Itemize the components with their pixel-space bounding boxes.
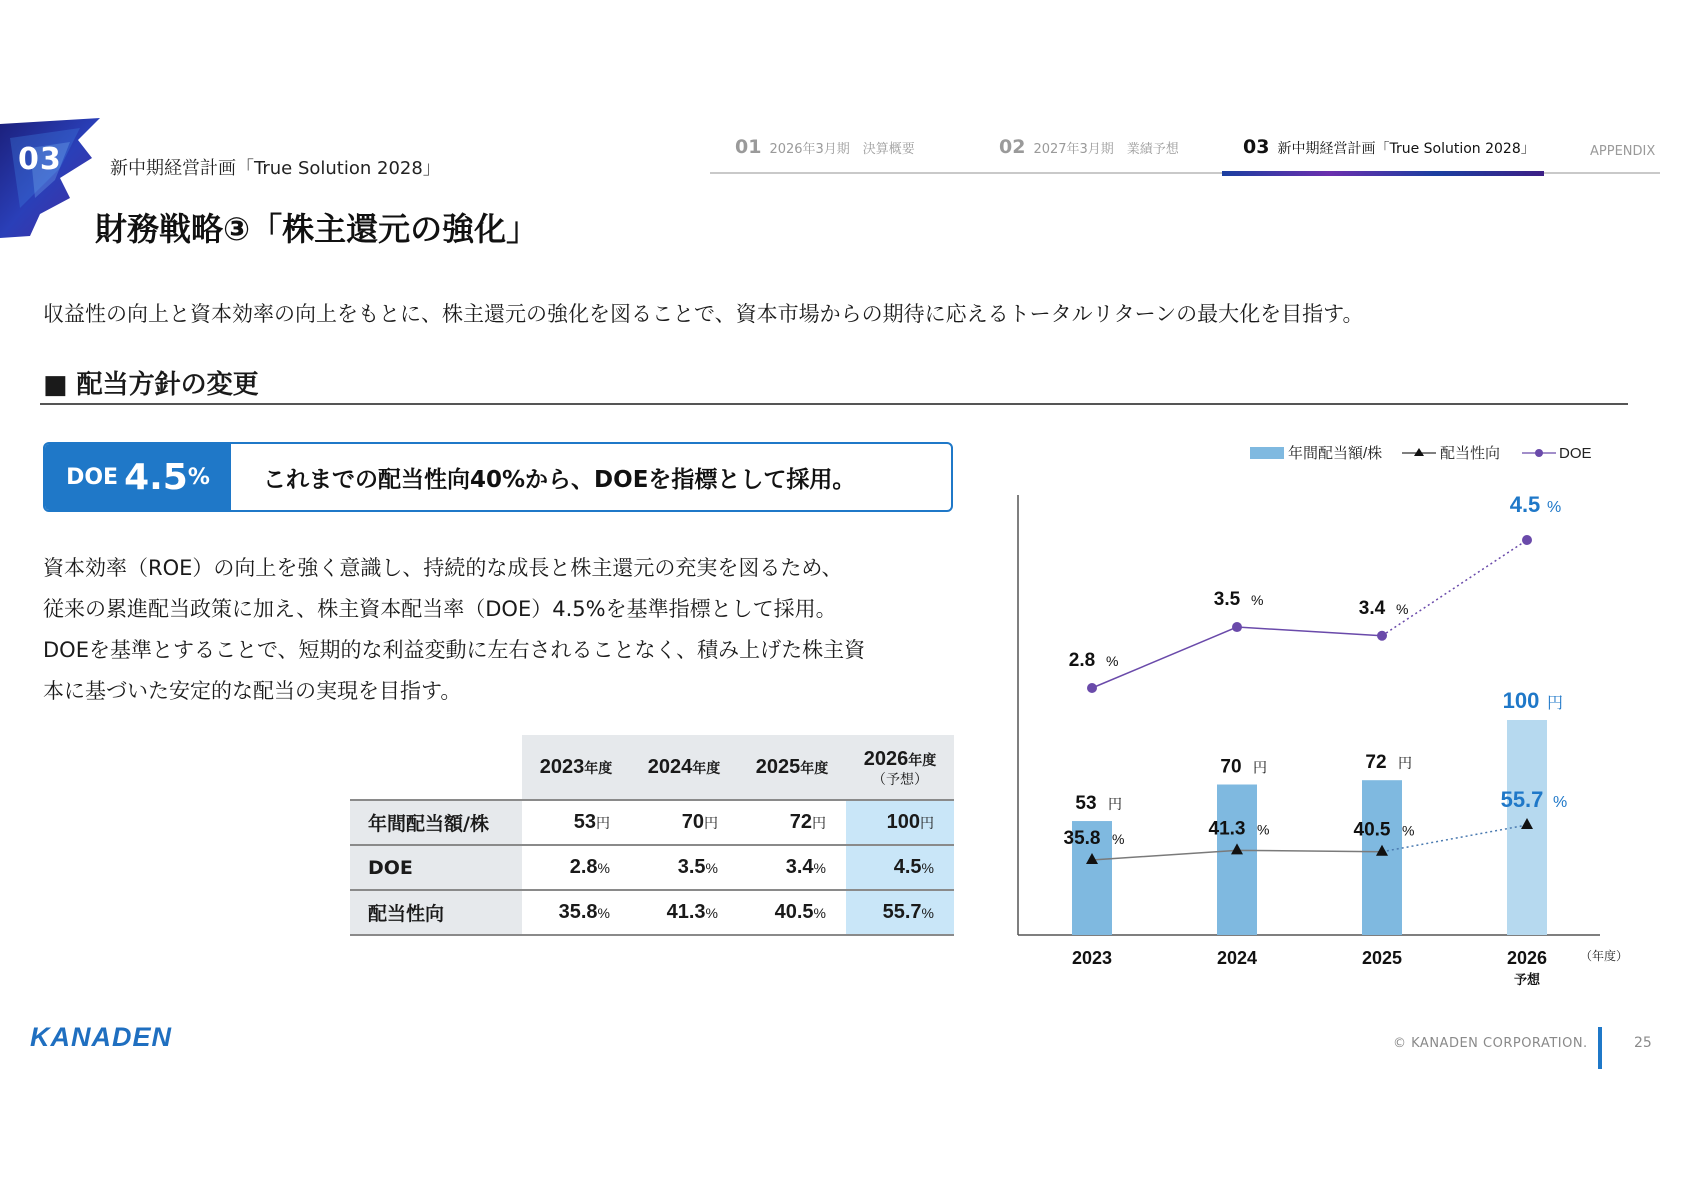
doe-badge (45, 444, 231, 510)
table-cell: 41.3% (630, 890, 738, 935)
bar-unit-label: 円 (1108, 796, 1122, 813)
x-tick-label: 2025 (1361, 948, 1403, 968)
bar-value-label: 100 (1502, 688, 1540, 713)
x-tick-note: 予想 (1513, 972, 1541, 987)
table-row-label: DOE (350, 845, 522, 890)
doe-badge-value: 4.5 (124, 456, 188, 498)
footer-divider (1598, 1027, 1602, 1069)
table-cell: 100円 (846, 800, 954, 845)
bar-value-label: 72 (1365, 752, 1387, 774)
section-heading: ■ 配当方針の変更 (43, 370, 259, 400)
doe-value-label: 4.5 (1509, 492, 1541, 517)
section-subtitle: 新中期経営計画「True Solution 2028」 (110, 158, 441, 179)
body-line: DOEを基準とすることで、短期的な利益変動に左右されることなく、積み上げた株主資 (43, 638, 866, 662)
dividend-table (350, 735, 954, 936)
copyright-text: © KANADEN CORPORATION. (1393, 1036, 1588, 1051)
table-cell: 3.5% (630, 845, 738, 890)
doe-unit-label: % (1106, 653, 1119, 669)
table-cell: 4.5% (846, 845, 954, 890)
doe-unit-label: % (1396, 600, 1409, 617)
table-cell: 53円 (522, 800, 630, 845)
legend-triangle-marker (1414, 448, 1424, 456)
table-corner (350, 735, 522, 800)
x-axis-unit-label: （年度） (1580, 949, 1629, 963)
nav-item-appendix[interactable] (1590, 140, 1655, 159)
doe-message: これまでの配当性向40%から、DOEを指標として採用。 (263, 466, 856, 493)
nav-item-01[interactable] (735, 136, 915, 158)
top-navigation (710, 132, 1660, 176)
nav-item-label: 新中期経営計画「True Solution 2028」 (1277, 141, 1535, 157)
payout-unit-label: % (1112, 831, 1125, 847)
nav-item-03[interactable] (1243, 136, 1535, 158)
doe-badge-unit: % (187, 464, 210, 490)
payout-unit-label: % (1402, 822, 1415, 839)
x-tick-label: 2024 (1216, 948, 1258, 968)
payout-unit-label: % (1553, 794, 1568, 811)
doe-line (1092, 627, 1382, 688)
nav-item-number: 02 (999, 136, 1026, 158)
doe-marker (1377, 631, 1387, 641)
doe-marker (1232, 622, 1242, 632)
payout-unit-label: % (1257, 821, 1270, 838)
table-cell: 70円 (630, 800, 738, 845)
table-cell: 40.5% (738, 890, 846, 935)
body-line: 従来の累進配当政策に加え、株主資本配当率（DOE）4.5%を基準指標として採用。 (43, 597, 837, 621)
chart-bar (1362, 780, 1402, 935)
nav-item-number: 03 (1243, 136, 1270, 158)
doe-value-label: 3.4 (1358, 597, 1386, 619)
table-cell: 3.4% (738, 845, 846, 890)
body-paragraph (43, 548, 865, 712)
table-col-header: 2026年度 （予想） (846, 735, 954, 800)
legend-label: 年間配当額/株 (1288, 445, 1383, 462)
bar-unit-label: 円 (1253, 759, 1267, 776)
doe-unit-label: % (1251, 592, 1264, 609)
nav-active-indicator (1222, 171, 1544, 176)
doe-marker (1087, 683, 1097, 693)
payout-value-label: 55.7 (1500, 787, 1544, 812)
table-cell: 55.7% (846, 890, 954, 935)
body-line: 資本効率（ROE）の向上を強く意識し、持続的な成長と株主還元の充実を図るため、 (43, 556, 843, 580)
table-row-label: 配当性向 (350, 890, 522, 935)
doe-unit-label: % (1547, 499, 1562, 516)
payout-value-label: 35.8 (1063, 828, 1101, 849)
table-cell: 35.8% (522, 890, 630, 935)
table-col-header: 2023年度 (522, 735, 630, 800)
legend-circle-marker (1535, 449, 1543, 457)
x-tick-label: 2023 (1071, 948, 1113, 968)
nav-item-label: APPENDIX (1590, 144, 1656, 159)
payout-value-label: 40.5 (1353, 819, 1391, 841)
lead-text: 収益性の向上と資本効率の向上をもとに、株主還元の強化を図ることで、資本市場からの期待に応えるトータルリターンの最大化を目指す。 (43, 302, 1364, 326)
nav-item-label: 2027年3月期 業績予想 (1033, 142, 1179, 157)
table-row-label: 年間配当額/株 (350, 800, 522, 845)
table-col-header: 2025年度 (738, 735, 846, 800)
x-tick-label: 2026 (1506, 948, 1548, 968)
nav-item-label: 2026年3月期 決算概要 (769, 142, 915, 157)
table-col-header: 2024年度 (630, 735, 738, 800)
table-row (350, 890, 954, 935)
bar-unit-label: 円 (1547, 695, 1564, 712)
bar-value-label: 53 (1075, 793, 1097, 815)
doe-value-label: 2.8 (1068, 650, 1096, 671)
legend-bar-swatch (1250, 447, 1284, 459)
bar-unit-label: 円 (1398, 755, 1412, 772)
nav-item-02[interactable] (999, 136, 1179, 158)
payout-value-label: 41.3 (1208, 818, 1246, 840)
chart-svg (1010, 440, 1650, 1000)
doe-badge-label: DOE (66, 464, 119, 490)
doe-marker (1522, 535, 1532, 545)
page-title: 財務戦略③「株主還元の強化」 (95, 210, 539, 248)
chart-bar (1217, 785, 1257, 936)
table-header-row (350, 735, 954, 800)
section-divider (40, 403, 1628, 405)
table-row (350, 800, 954, 845)
nav-item-number: 01 (735, 136, 762, 158)
page-number: 25 (1634, 1035, 1652, 1051)
table-cell: 72円 (738, 800, 846, 845)
body-line: 本に基づいた安定的な配当の実現を目指す。 (43, 679, 462, 703)
doe-callout (43, 442, 953, 512)
dividend-chart (1010, 440, 1650, 1000)
section-number: 03 (18, 142, 62, 177)
table-row (350, 845, 954, 890)
forecast-note: （予想） (872, 770, 928, 787)
company-logo: KANADEN (30, 1022, 172, 1052)
table-cell: 2.8% (522, 845, 630, 890)
legend-label: DOE (1559, 445, 1592, 462)
doe-forecast-line (1382, 540, 1527, 636)
doe-value-label: 3.5 (1213, 589, 1241, 611)
bar-value-label: 70 (1220, 756, 1242, 778)
legend-label: 配当性向 (1440, 445, 1501, 462)
section-badge-art (0, 118, 105, 238)
